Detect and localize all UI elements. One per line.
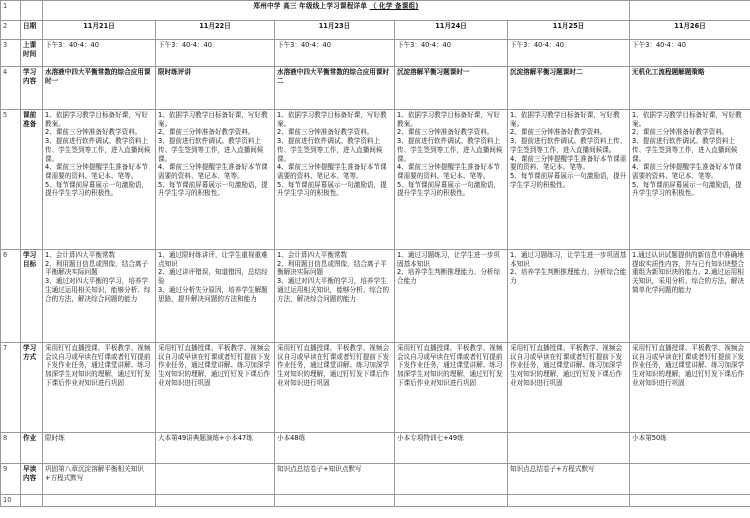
morning-cell: 知识点总结卷子+方程式默写 — [508, 464, 630, 495]
prep-item: 5、每节课前屏幕展示一句激励语，提升学生学习的积极性。 — [397, 180, 501, 198]
empty-cell — [508, 495, 630, 507]
row-number: 8 — [1, 433, 21, 464]
goals-cell — [395, 250, 508, 343]
method-cell: 采用钉钉直播授课、平板教学、视频会议自习或早读在钉课或者钉钉提前下发作业任务，通过课堂讲解、练习加深学生对知识的理解，通过钉钉发下课后作业对知识进行巩固 — [395, 343, 508, 433]
morning-cell: 巩固第八章沉淀溶解平衡相关知识+方程式默写 — [43, 464, 156, 495]
content-cell: 无机化工流程题解题策略 — [630, 67, 750, 110]
day-header: 11月22日 — [156, 21, 275, 40]
page-title — [43, 1, 630, 21]
homework-row — [1, 433, 750, 464]
row-number: 9 — [1, 464, 21, 495]
prep-item: 2、课前三分钟准备好教学资料。 — [632, 128, 729, 137]
empty-cell — [43, 495, 156, 507]
prep-item: 1、依据学习教学目标备好课，写好教案。 — [397, 111, 501, 128]
method-cell: 采用钉钉直播授课、平板教学、视频会议自习或早读在钉课或者钉钉提前下发作业任务，通过课堂讲解、练习加深学生对知识的理解，通过钉钉发下课后作业对知识进行巩固 — [156, 343, 275, 433]
prep-item: 4、课前三分钟提醒学生准备好本节课需要的资料、笔记本、笔等。 — [510, 154, 627, 172]
prep-item: 5、每节课前屏幕展示一句激励语，提升学生学习的积极性。 — [158, 180, 268, 198]
prep-item: 3、提前进行软件调试、教学资料上传、学生签到等工作，进入直播间候课。 — [632, 137, 738, 163]
label-prep: 课前准备 — [21, 110, 43, 250]
day-header: 11月23日 — [275, 21, 395, 40]
class-time-cell: 下午3：40-4：40 — [630, 40, 750, 67]
prep-item: 1、依据学习教学目标备好课，写好教案。 — [632, 111, 742, 128]
prep-item: 2、课前三分钟准备好教学资料。 — [510, 128, 607, 137]
row-number: 10 — [1, 495, 21, 507]
date-row — [1, 21, 750, 40]
goals-row — [1, 250, 750, 343]
method-cell: 采用钉钉直播授课、平板教学、视频会议自习或早读在钉课或者钉钉提前下发作业任务，通过课堂讲解、练习加深学生对知识的理解，通过钉钉发下课后作业对知识进行巩固 — [630, 343, 750, 433]
blank-row — [1, 495, 750, 507]
goal-item: 3、通过分析失分原因，培养学生解题思路，提升解决问题的方法和能力 — [158, 285, 268, 303]
content-cell: 沉淀溶解平衡习题课时一 — [395, 67, 508, 110]
prep-item: 4、课前三分钟提醒学生准备好本节课需要的资料、笔记本、笔等。 — [397, 163, 501, 180]
homework-cell: 小本专项特训七+49练 — [395, 433, 508, 464]
title-main: 郑州中学 高三 年级线上学习课程详单 — [253, 2, 368, 10]
day-header: 11月24日 — [395, 21, 508, 40]
row-number: 4 — [1, 67, 21, 110]
day-header: 11月21日 — [43, 21, 156, 40]
row-number: 3 — [1, 40, 21, 67]
prep-item: 1、依据学习教学目标备好课，写好教案。 — [158, 111, 268, 128]
title-subject: （ 化学 备课组) — [369, 2, 419, 10]
class-time-cell: 下午3：40-4：40 — [43, 40, 156, 67]
prep-cell — [156, 110, 275, 250]
row-number: 5 — [1, 110, 21, 250]
goal-item: 2、利用题目信息或图像，结合离子平衡解决实际问题 — [277, 259, 387, 277]
prep-item: 1、依据学习教学目标备好课，写好教案。 — [277, 111, 387, 128]
goals-cell — [508, 250, 630, 343]
prep-item: 4、课前三分钟提醒学生准备好本节课需要的资料、笔记本、笔等。 — [158, 163, 268, 180]
goal-item: 1、会计算四大平衡常数 — [45, 251, 116, 259]
homework-cell: 限时练 — [43, 433, 156, 464]
class-time-row — [1, 40, 750, 67]
goal-item: 3、通过对四大平衡的学习，培养学生通过运用相关知识，能够分析、综合的方法，解决综合问题的能力 — [45, 277, 151, 303]
prep-cell — [395, 110, 508, 250]
goal-item: 1、会计算四大平衡常数 — [277, 251, 348, 259]
prep-item: 3、提前进行软件调试、教学资料上传、学生签到等工作，进入直播间候课。 — [397, 137, 503, 163]
prep-item: 5、每节课前屏幕展示一句激励语，提升学生学习的积极性。 — [632, 180, 742, 198]
prep-item: 4、课前三分钟提醒学生准备好本节课需要的资料、笔记本、笔等。 — [277, 163, 387, 180]
prep-item: 2、课前三分钟准备好教学资料。 — [158, 128, 255, 137]
class-time-cell: 下午3：40-4：40 — [275, 40, 395, 67]
class-time-cell: 下午3：40-4：40 — [508, 40, 630, 67]
empty-cell — [630, 1, 750, 21]
empty-cell — [275, 495, 395, 507]
goals-cell — [43, 250, 156, 343]
row-number: 7 — [1, 343, 21, 433]
prep-cell — [630, 110, 750, 250]
prep-item: 3、提前进行软件调试、教学资料上传、学生签到等工作，进入直播间候课。 — [277, 137, 383, 163]
empty-cell — [630, 495, 750, 507]
day-header: 11月25日 — [508, 21, 630, 40]
label-date: 日期 — [21, 21, 43, 40]
prep-item: 5、每节课前屏幕展示一句激励语，提升学生学习的积极性。 — [45, 180, 149, 198]
homework-cell: 小本48练 — [275, 433, 395, 464]
prep-cell — [275, 110, 395, 250]
row-number: 2 — [1, 21, 21, 40]
content-cell: 水溶液中四大平衡常数的综合应用课时一 — [43, 67, 156, 110]
row-number: 1 — [1, 1, 21, 21]
morning-cell — [630, 464, 750, 495]
class-time-cell: 下午3：40-4：40 — [395, 40, 508, 67]
empty-cell — [156, 495, 275, 507]
row-number: 6 — [1, 250, 21, 343]
homework-cell: 大本第49讲典题演练+小本47练 — [156, 433, 275, 464]
homework-cell: 小本第50练 — [630, 433, 750, 464]
prep-item: 1、依据学习教学目标备好课，写好教案。 — [510, 111, 620, 128]
morning-cell — [395, 464, 508, 495]
empty-cell — [21, 1, 43, 21]
label-method: 学习方式 — [21, 343, 43, 433]
prep-item: 3、提前进行软件调试、教学资料上传、学生签到等工作，进入直播间候课。 — [45, 137, 151, 163]
empty-cell — [395, 495, 508, 507]
prep-item: 4、课前三分钟提醒学生准备好本节课需要的资料、笔记本、笔等。 — [632, 163, 742, 180]
goals-cell — [156, 250, 275, 343]
class-time-cell: 下午3：40-4：40 — [156, 40, 275, 67]
goals-cell — [275, 250, 395, 343]
morning-cell — [156, 464, 275, 495]
morning-row — [1, 464, 750, 495]
method-cell: 采用钉钉直播授课、平板教学、视频会议自习或早读在钉课或者钉钉提前下发作业任务，通过课堂讲解、练习加深学生对知识的理解，通过钉钉发下课后作业对知识进行巩固 — [275, 343, 395, 433]
goal-item: 2、利用题目信息或图像，结合离子平衡解决实际问题 — [45, 259, 149, 277]
label-morning: 早读内容 — [21, 464, 43, 495]
label-content: 学习内容 — [21, 67, 43, 110]
morning-cell: 知识点总结卷子+知识点默写 — [275, 464, 395, 495]
goal-item: 2、培养学生判断推理能力、分析综合能力 — [397, 268, 501, 286]
prep-item: 2、课前三分钟准备好教学资料。 — [397, 128, 494, 137]
prep-item: 3、提前进行软件调试、教学资料上传、学生签到等工作，进入直播间候课。 — [510, 137, 627, 154]
prep-row — [1, 110, 750, 250]
content-row — [1, 67, 750, 110]
content-cell: 沉淀溶解平衡习题课时二 — [508, 67, 630, 110]
title-row — [1, 1, 750, 21]
label-homework: 作业 — [21, 433, 43, 464]
prep-item: 5、每节课前屏幕展示一句激励语，提升学生学习的积极性。 — [277, 180, 387, 198]
method-row — [1, 343, 750, 433]
goal-item: 1、通过习题练习，让学生进一步巩固基本知识 — [397, 251, 501, 268]
content-cell: 限时练评讲 — [156, 67, 275, 110]
prep-item: 2、课前三分钟准备好教学资料。 — [45, 128, 142, 137]
prep-cell — [508, 110, 630, 250]
prep-cell — [43, 110, 156, 250]
goals-cell: 1.通过认识试题提供的新信息中准确地提取实质性内容，并与已有知识块整合重组为新知识块的能力。2.通过运用相关知识，采用分析、综合的方法，解决简单化学问题的能力 — [630, 250, 750, 343]
method-cell: 采用钉钉直播授课、平板教学、视频会议自习或早读在钉课或者钉钉提前下发作业任务，通过课堂讲解、练习加深学生对知识的理解，通过钉钉发下课后作业对知识进行巩固 — [43, 343, 156, 433]
empty-cell — [21, 495, 43, 507]
prep-item: 4、课前三分钟提醒学生准备好本节课需要的资料、笔记本、笔等。 — [45, 163, 149, 180]
label-class-time: 上课时间 — [21, 40, 43, 67]
goal-item: 1、通过限时练讲评，让学生重视重难点知识 — [158, 251, 268, 268]
prep-item: 2、课前三分钟准备好教学资料。 — [277, 128, 374, 137]
day-header: 11月26日 — [630, 21, 750, 40]
prep-item: 1、依据学习教学目标备好课，写好教案。 — [45, 111, 149, 128]
prep-item: 5、每节课前屏幕展示一句激励语，提升学生学习的积极性。 — [510, 171, 627, 189]
prep-item: 3、提前进行软件调试、教学资料上传、学生签到等工作，进入直播间候课。 — [158, 137, 264, 163]
method-cell: 采用钉钉直播授课、平板教学、视频会议自习或早读在钉课或者钉钉提前下发作业任务，通过课堂讲解、练习加深学生对知识的理解，通过钉钉发下课后作业对知识进行巩固 — [508, 343, 630, 433]
goal-item: 1、通过习题练习，让学生进一步巩固基本知识 — [510, 251, 627, 268]
goal-item: 2、培养学生判断推理能力、分析综合能力 — [510, 268, 627, 286]
homework-cell — [508, 433, 630, 464]
goal-item: 3、通过对四大平衡的学习，培养学生通过运用相关知识，能够分析、综合的方法，解决综合问题的能力 — [277, 277, 390, 303]
label-goals: 学习目标 — [21, 250, 43, 343]
content-cell: 水溶液中四大平衡常数的综合应用课时二 — [275, 67, 395, 110]
goal-item: 2、通过讲评错误，知道错因，总结经验 — [158, 268, 268, 286]
